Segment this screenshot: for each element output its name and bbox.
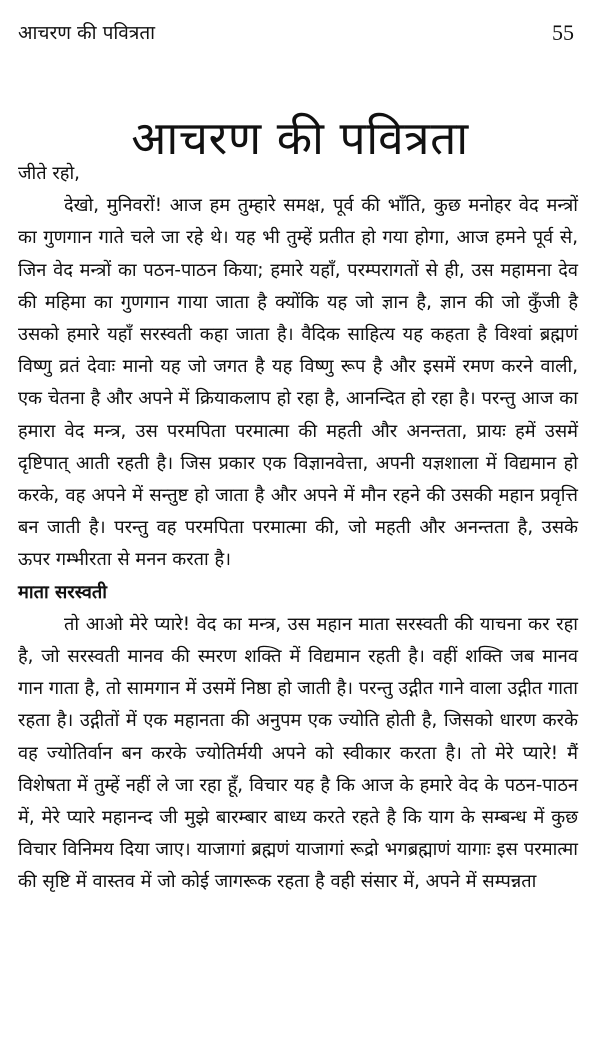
page-number: 55: [552, 20, 574, 45]
running-title: आचरण की पवित्रता: [18, 22, 156, 44]
section-heading: माता सरस्वती: [18, 581, 107, 603]
chapter-title: आचरण की पवित्रता: [131, 110, 469, 165]
body-text: [18, 158, 578, 899]
running-header: [18, 18, 578, 48]
section-paragraph-1: तो आओ मेरे प्यारे! वेद का मन्त्र, उस महान माता सरस्वती की याचना कर रहा है, जो सरस्वती मानव की स्मरण शक्ति में विद्यमान रहती है। वहीं शक्ति जब मानव गान गाता है, तो सामगान में उसमें निष्ठा हो जाती है। परन्तु उद्गीत गाने वाला उद्गीत गाता रहता है। उद्गीतों में एक महानता की अनुपम एक ज्योति होती है, जिसको धारण करके वह ज्योतिर्वान बन करके ज्योतिर्मयी अपने को स्वीकार करता है। तो मेरे प्यारे! मैं विशेषता में तुम्हें नहीं ले जा रहा हूँ, विचार यह है कि आज के हमारे वेद के पठन-पाठन में, मेरे प्यारे महानन्द जी मुझे बारम्बार बाध्य करते रहते है कि याग के सम्बन्ध में कुछ विचार विनिमय दिया जाए। याजागां ब्रह्मणं याजागां रूद्रो भगब्रह्माणं यागाः इस परमात्मा की सृष्टि में वास्तव में जो कोई जागरूक रहता है वही संसार में, अपने में सम्पन्नता: [18, 613, 578, 893]
paragraph-1: देखो, मुनिवरों! आज हम तुम्हारे समक्ष, पूर्व की भाँति, कुछ मनोहर वेद मन्त्रों का गुणगान गाते चले जा रहे थे। यह भी तुम्हें प्रतीत हो गया होगा, आज हमने पूर्व से, जिन वेद मन्त्रों का पठन-पाठन किया; हमारे यहाँ, परम्परागतों से ही, उस महामना देव की महिमा का गुणगान गाया जाता है क्योंकि यह जो ज्ञान है, ज्ञान की जो कुँजी है उसको हमारे यहाँ सरस्वती कहा जाता है। वैदिक साहित्य यह कहता है विश्वां ब्रह्मणं विष्णु व्रतं देवाः मानो यह जो जगत है यह विष्णु रूप है और इसमें रमण करने वाली, एक चेतना है और अपने में क्रियाकलाप हो रहा है, आनन्दित हो रहा है। परन्तु आज का हमारा वेद मन्त्र, उस परमपिता परमात्मा की महती और अनन्तता, प्रायः हमें उसमें दृष्टिपात् आती रहती है। जिस प्रकार एक विज्ञानवेत्ता, अपनी यज्ञशाला में विद्यमान हो करके, वह अपने में सन्तुष्ट हो जाता है और अपने में मौन रहने की उसकी महान प्रवृत्ति बन जाती है। परन्तु वह परमपिता परमात्मा की, जो महती और अनन्तता है, उसके ऊपर गम्भीरता से मनन करता है।: [18, 195, 578, 571]
salutation: जीते रहो,: [18, 163, 80, 184]
